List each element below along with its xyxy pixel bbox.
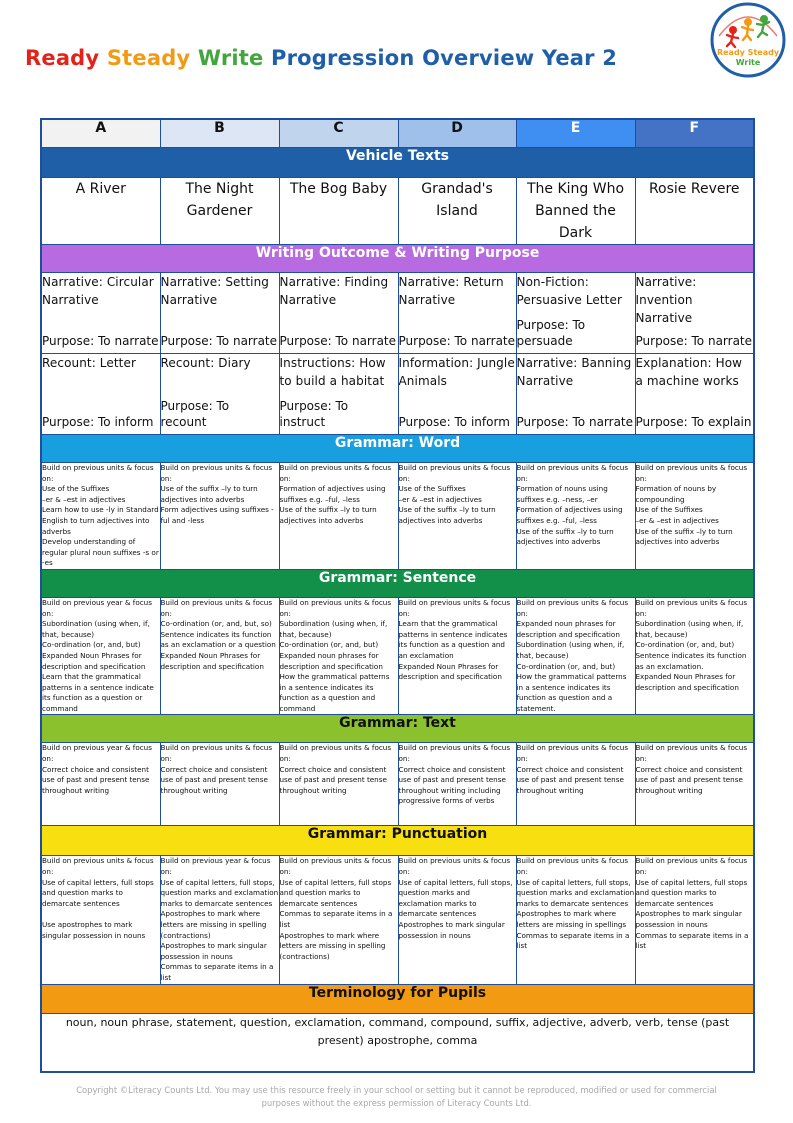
cell-line: Expanded Noun Phrases for description and specification — [398, 661, 502, 682]
cell-line: –er & –est in adjectives — [398, 494, 482, 504]
section-banner-grammar-sentence: Grammar: Sentence — [41, 569, 754, 597]
outcome-row — [41, 273, 754, 354]
cell-line: Build on previous units & focus on: — [398, 463, 511, 483]
logo-text-line1: Ready Steady — [716, 48, 780, 57]
cell-line: Learn that the grammatical patterns in a sentence indicate its function as a question or command — [42, 672, 154, 713]
cell-line: Build on previous units & focus on: — [42, 856, 154, 877]
grammar-text-row — [41, 743, 754, 826]
outcome-cell — [516, 354, 635, 435]
logo-text-line2: Write — [735, 58, 761, 67]
cell-line: Sentence indicates its function as an exclamation. — [635, 650, 747, 671]
outcome-purpose: Purpose: To narrate — [398, 334, 516, 348]
outcome-text: Narrative: Finding Narrative — [279, 275, 389, 307]
title-word-ready: Ready — [25, 46, 100, 70]
logo-badge-icon — [710, 2, 786, 78]
word-cell — [279, 463, 398, 570]
cell-line: Formation of adjectives using suffixes e.g. –ful, –less — [516, 505, 623, 525]
outcome-cell — [635, 354, 754, 435]
section-banner-grammar-word: Grammar: Word — [41, 435, 754, 463]
cell-line: Build on previous units & focus on: — [635, 463, 748, 483]
cell-line: Build on previous units & focus on: — [42, 463, 154, 483]
cell-line: Develop understanding of regular plural noun suffixes -s or -es — [42, 537, 159, 568]
outcome-text: Instructions: How to build a habitat — [279, 356, 386, 388]
cell-line: Use of the Suffixes — [398, 484, 466, 494]
cell-line: Correct choice and consistent use of past and present tense throughout writing — [160, 764, 268, 795]
cell-line: Build on previous year & focus on: — [160, 856, 271, 877]
cell-line: Build on previous units & focus on: — [398, 856, 511, 877]
text-cell — [41, 743, 160, 826]
outcome-cell — [279, 273, 398, 354]
vehicle-text-cell: The Night Gardener — [160, 178, 279, 245]
outcome-text: Non-Fiction: Persuasive Letter — [516, 275, 623, 307]
page-title — [25, 46, 617, 70]
punctuation-cell — [516, 856, 635, 984]
word-cell — [635, 463, 754, 570]
grammar-word-row — [41, 463, 754, 570]
outcome-text: Narrative: Banning Narrative — [516, 356, 632, 388]
word-cell — [160, 463, 279, 570]
cell-line: Use of capital letters, full stops and question marks to demarcate sentences — [279, 877, 392, 908]
cell-line: Build on previous units & focus on: — [160, 597, 273, 618]
outcome-cell — [41, 354, 160, 435]
cell-line: Build on previous units & focus on: — [635, 856, 748, 877]
cell-line: Subordination (using when, if, that, because) — [279, 619, 388, 639]
cell-line: Expanded Noun Phrases for description and specification — [42, 650, 146, 671]
cell-line: Use of the suffix –ly to turn adjectives into adverbs — [398, 505, 496, 525]
cell-line: Correct choice and consistent use of past and present tense throughout writing — [42, 764, 150, 795]
outcome-cell — [41, 273, 160, 354]
outcome-text: Recount: Letter — [42, 356, 136, 370]
outcome-text: Recount: Diary — [160, 356, 251, 370]
cell-line: Use of the Suffixes — [635, 505, 703, 515]
text-cell — [160, 743, 279, 826]
column-header: F — [635, 119, 754, 148]
outcome-text: Narrative: Invention Narrative — [635, 275, 697, 325]
outcome-purpose: Purpose: To inform — [42, 415, 154, 429]
text-cell — [635, 743, 754, 826]
cell-line: Use of capital letters, full stops and question marks to demarcate sentences — [635, 877, 748, 908]
outcome-cell — [635, 273, 754, 354]
cell-line: Build on previous units & focus on: — [279, 597, 392, 618]
cell-line: How the grammatical patterns in a sentence indicates its function as a question and command — [279, 672, 390, 713]
cell-line: Formation of nouns by compounding — [635, 484, 717, 504]
cell-line: Correct choice and consistent use of past and present tense throughout writing — [516, 764, 624, 795]
cell-line: Learn how to use -ly in Standard English to turn adjectives into adverbs — [42, 505, 159, 536]
title-rest: Progression Overview Year 2 — [271, 46, 618, 70]
cell-line: Expanded noun phrases for description and specification — [516, 619, 620, 639]
column-header-row — [41, 119, 754, 148]
cell-line: Subordination (using when, if, that, because) — [635, 619, 744, 639]
vehicle-text-cell: The Bog Baby — [279, 178, 398, 245]
cell-line: –er & –est in adjectives — [635, 515, 719, 525]
cell-line: Expanded Noun Phrases for description and specification — [635, 672, 739, 692]
cell-line: Build on previous units & focus on: — [516, 597, 629, 618]
cell-line: Use of the suffix –ly to turn adjectives into adverbs — [160, 484, 258, 504]
grammar-punctuation-row — [41, 856, 754, 984]
cell-line: Build on previous units & focus on: — [160, 463, 273, 483]
column-header: D — [398, 119, 516, 148]
text-cell — [279, 743, 398, 826]
outcome-purpose: Purpose: To instruct — [279, 399, 349, 429]
outcome-cell — [160, 354, 279, 435]
cell-line: Apostrophes to mark singular possession in nouns — [398, 920, 505, 940]
cell-line: Commas to separate items in a list — [516, 930, 630, 951]
section-banner-outcome: Writing Outcome & Writing Purpose — [41, 245, 754, 273]
cell-line: Apostrophes to mark singular possession in nouns — [635, 909, 742, 930]
word-cell — [516, 463, 635, 570]
punctuation-cell — [160, 856, 279, 984]
title-word-steady: Steady — [106, 46, 191, 70]
cell-line: Use of capital letters, full stops, question marks and exclamation marks to demarcate sentences — [160, 877, 279, 908]
cell-line: Correct choice and consistent use of past and present tense throughout writing including progressive forms of verbs — [398, 764, 506, 806]
cell-line: Sentence indicates its function as an exclamation or a question — [160, 629, 276, 650]
progression-overview-table — [40, 118, 755, 1073]
punctuation-cell — [398, 856, 516, 984]
cell-line: Co-ordination (or, and, but) — [635, 640, 735, 650]
outcome-cell — [398, 273, 516, 354]
outcome-purpose: Purpose: To narrate — [160, 334, 278, 348]
cell-line: Co-ordination (or, and, but) — [279, 640, 379, 650]
sentence-cell — [516, 597, 635, 715]
cell-line: Commas to separate items in a list — [635, 930, 749, 951]
terminology-list: noun, noun phrase, statement, question, exclamation, command, compound, suffix, adjective, adverb, verb, tense (past present) apostrophe, comma — [41, 1013, 754, 1072]
copyright-footer: Copyright ©Literacy Counts Ltd. You may use this resource freely in your school or setting but it cannot be reproduced, modified or used for commercial purposes without the express permission of Literacy Counts Ltd. — [76, 1085, 717, 1108]
column-header: B — [160, 119, 279, 148]
outcome-row — [41, 354, 754, 435]
outcome-purpose: Purpose: To narrate — [279, 334, 397, 348]
cell-line: –er & –est in adjectives — [42, 494, 126, 504]
punctuation-cell — [635, 856, 754, 984]
outcome-text: Explanation: How a machine works — [635, 356, 743, 388]
vehicle-text-cell: Rosie Revere — [635, 178, 754, 245]
sentence-cell — [279, 597, 398, 715]
cell-line: Formation of nouns using suffixes e.g. –ness, –er — [516, 484, 608, 504]
section-banner-terminology: Terminology for Pupils — [41, 984, 754, 1013]
vehicle-text-cell: The King Who Banned the Dark — [516, 178, 635, 245]
outcome-cell — [279, 354, 398, 435]
outcome-purpose: Purpose: To inform — [398, 415, 510, 429]
title-word-write: Write — [197, 46, 264, 70]
outcome-text: Narrative: Return Narrative — [398, 275, 504, 307]
cell-line: Commas to separate items in a list — [279, 909, 393, 930]
vehicle-texts-row — [41, 178, 754, 245]
column-header: C — [279, 119, 398, 148]
cell-line: Use of capital letters, full stops, question marks and exclamation marks to demarcate sentences — [398, 877, 513, 919]
cell-line: Use of capital letters, full stops and question marks to demarcate sentences — [42, 877, 154, 908]
cell-line: Use of the suffix –ly to turn adjectives into adverbs — [516, 526, 614, 547]
cell-line: Co-ordination (or, and, but) — [516, 661, 616, 671]
punctuation-cell — [279, 856, 398, 984]
cell-line: Correct choice and consistent use of past and present tense throughout writing — [635, 764, 743, 795]
vehicle-text-cell: Grandad's Island — [398, 178, 516, 245]
column-header: E — [516, 119, 635, 148]
cell-line: Subordination (using when, if, that, because) — [42, 619, 150, 639]
cell-line: Subordination (using when, if, that, because) — [516, 640, 625, 660]
cell-line: Build on previous units & focus on: — [279, 743, 392, 764]
cell-line: Commas to separate items in a list — [160, 962, 274, 982]
cell-line: Formation of adjectives using suffixes e.g. –ful, –less — [279, 484, 386, 504]
cell-line: Build on previous units & focus on: — [635, 743, 748, 764]
outcome-cell — [516, 273, 635, 354]
text-cell — [516, 743, 635, 826]
outcome-purpose: Purpose: To narrate — [516, 415, 634, 429]
cell-line: Use of the suffix –ly to turn adjectives into adverbs — [279, 505, 377, 525]
outcome-purpose: Purpose: To explain — [635, 415, 752, 429]
cell-line — [42, 909, 160, 920]
section-banner-vehicle: Vehicle Texts — [41, 148, 754, 178]
cell-line: Expanded Noun Phrases for description and specification — [160, 650, 264, 671]
cell-line: Build on previous units & focus on: — [398, 743, 511, 764]
cell-line: Build on previous units & focus on: — [635, 597, 748, 618]
cell-line: Build on previous year & focus on: — [42, 743, 152, 764]
cell-line: Apostrophes to mark where letters are missing in spellings — [516, 909, 627, 930]
cell-line: Co-ordination (or, and, but) — [42, 640, 141, 650]
cell-line: Build on previous units & focus on: — [160, 743, 273, 764]
sentence-cell — [398, 597, 516, 715]
section-banner-grammar-text: Grammar: Text — [41, 715, 754, 743]
cell-line: Use of the Suffixes — [42, 484, 110, 494]
cell-line: Build on previous units & focus on: — [516, 856, 629, 877]
cell-line: Build on previous units & focus on: — [398, 597, 511, 618]
column-header: A — [41, 119, 160, 148]
cell-line: Use apostrophes to mark singular possession in nouns — [42, 920, 146, 940]
section-banner-grammar-punctuation: Grammar: Punctuation — [41, 826, 754, 856]
outcome-purpose: Purpose: To narrate — [635, 334, 753, 348]
cell-line: Build on previous units & focus on: — [279, 856, 392, 877]
cell-line: Co-ordination (or, and, but, so) — [160, 619, 272, 629]
outcome-purpose: Purpose: To persuade — [516, 318, 586, 348]
outcome-cell — [398, 354, 516, 435]
word-cell — [41, 463, 160, 570]
outcome-cell — [160, 273, 279, 354]
sentence-cell — [160, 597, 279, 715]
sentence-cell — [41, 597, 160, 715]
outcome-text: Narrative: Circular Narrative — [42, 275, 154, 307]
cell-line: Apostrophes to mark where letters are missing in spelling (contractions) — [279, 930, 386, 961]
cell-line: Build on previous units & focus on: — [516, 463, 629, 483]
cell-line: Form adjectives using suffixes -ful and -less — [160, 505, 274, 525]
outcome-purpose: Purpose: To recount — [160, 399, 230, 429]
cell-line: Build on previous units & focus on: — [516, 743, 629, 764]
cell-line: Build on previous units & focus on: — [279, 463, 392, 483]
sentence-cell — [635, 597, 754, 715]
cell-line: Correct choice and consistent use of past and present tense throughout writing — [279, 764, 387, 795]
cell-line: Learn that the grammatical patterns in sentence indicates its function as a question and an exclamation — [398, 619, 508, 660]
outcome-text: Narrative: Setting Narrative — [160, 275, 269, 307]
punctuation-cell — [41, 856, 160, 984]
cell-line: Build on previous year & focus on: — [42, 597, 152, 618]
outcome-purpose: Purpose: To narrate — [42, 334, 159, 348]
cell-line: Apostrophes to mark singular possession in nouns — [160, 941, 267, 961]
cell-line: How the grammatical patterns in a sentence indicates its function as question and a statement. — [516, 672, 627, 713]
cell-line: Expanded noun phrases for description and specification — [279, 650, 383, 671]
grammar-sentence-row — [41, 597, 754, 715]
cell-line: Use of capital letters, full stops, question marks and exclamation marks to demarcate sentences — [516, 877, 635, 908]
outcome-text: Information: Jungle Animals — [398, 356, 515, 388]
cell-line: Use of the suffix –ly to turn adjectives into adverbs — [635, 526, 733, 547]
word-cell — [398, 463, 516, 570]
vehicle-text-cell: A River — [41, 178, 160, 245]
ready-steady-write-logo — [710, 2, 786, 78]
text-cell — [398, 743, 516, 826]
cell-line: Apostrophes to mark where letters are missing in spelling (contractions) — [160, 909, 267, 940]
